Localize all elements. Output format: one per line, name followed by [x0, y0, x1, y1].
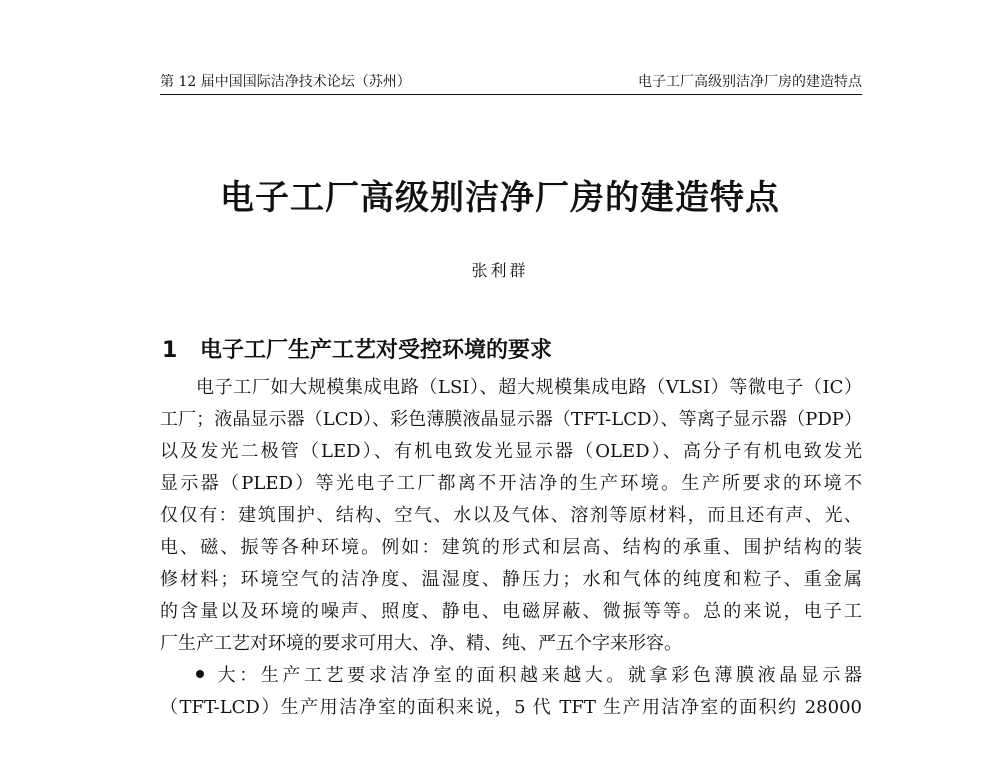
- bullet-icon: [196, 670, 204, 678]
- bullet-text: 大：生产工艺要求洁净室的面积越来越大。就拿彩色薄膜液晶显示器: [214, 665, 862, 686]
- running-header-left: 第 12 届中国国际洁净技术论坛（苏州）: [160, 74, 411, 90]
- paragraph-line: 仅仅有：建筑围护、结构、空气、水以及气体、溶剂等原材料，而且还有声、光、: [160, 505, 862, 526]
- section-title: 电子工厂生产工艺对受控环境的要求: [200, 338, 553, 363]
- paragraph-line: 工厂；液晶显示器（LCD）、彩色薄膜液晶显示器（TFT-LCD）、等离子显示器（PDP）: [160, 409, 862, 430]
- paper-author: 张利群: [471, 261, 529, 280]
- paragraph-line: 的含量以及环境的噪声、照度、静电、电磁屏蔽、微振等等。总的来说，电子工: [160, 601, 862, 622]
- section-heading: [162, 336, 552, 366]
- paper-title: 电子工厂高级别洁净厂房的建造特点: [220, 178, 780, 218]
- paragraph-line: 显示器（PLED）等光电子工厂都离不开洁净的生产环境。生产所要求的环境不: [160, 473, 862, 494]
- running-header-right: 电子工厂高级别洁净厂房的建造特点: [638, 74, 862, 90]
- paragraph-line: 电子工厂如大规模集成电路（LSI）、超大规模集成电路（VLSI）等微电子（IC）: [196, 377, 862, 398]
- paragraph-line: 电、磁、振等各种环境。例如：建筑的形式和层高、结构的承重、围护结构的装: [160, 537, 862, 558]
- bullet-continuation-line: （TFT-LCD）生产用洁净室的面积来说，5 代 TFT 生产用洁净室的面积约 28000: [160, 697, 862, 718]
- paragraph-line: 以及发光二极管（LED）、有机电致发光显示器（OLED）、高分子有机电致发光: [160, 441, 862, 462]
- section-body: [160, 372, 862, 724]
- bullet-item: [160, 660, 862, 692]
- section-number: 1: [162, 338, 178, 363]
- paragraph-line: 厂生产工艺对环境的要求可用大、净、精、纯、严五个字来形容。: [160, 633, 682, 654]
- paragraph-line: 修材料；环境空气的洁净度、温湿度、静压力；水和气体的纯度和粒子、重金属: [160, 569, 862, 590]
- running-header: [160, 73, 862, 95]
